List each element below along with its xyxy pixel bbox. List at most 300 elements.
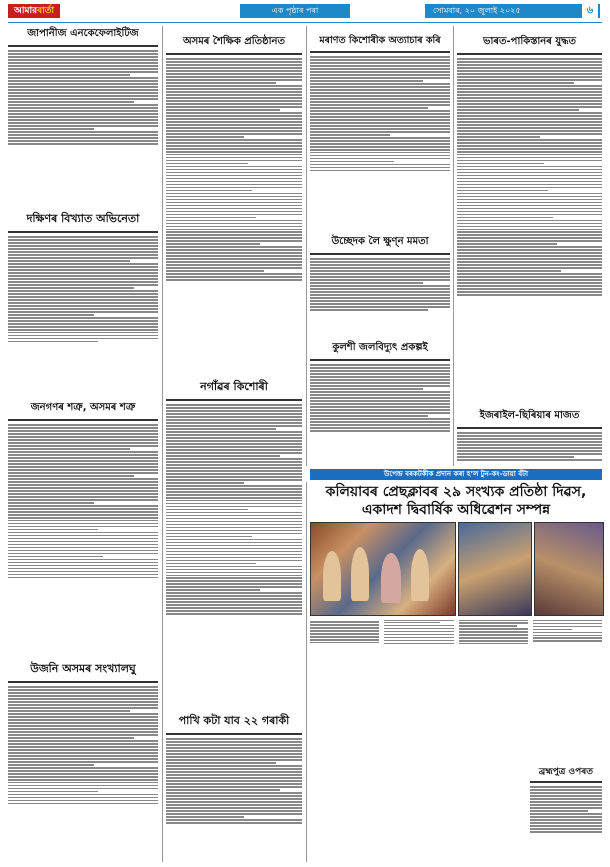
text-line bbox=[310, 158, 450, 160]
text-line bbox=[310, 143, 450, 145]
text-line bbox=[8, 430, 158, 432]
text-line bbox=[166, 142, 302, 144]
text-line bbox=[8, 728, 158, 730]
article-headline: দক্ষিণৰ বিখ্যাত অভিনেতা bbox=[26, 212, 140, 225]
text-line bbox=[457, 276, 602, 278]
text-line bbox=[8, 251, 158, 253]
text-line bbox=[166, 258, 302, 260]
text-line bbox=[310, 270, 450, 272]
text-line bbox=[166, 786, 302, 788]
logo-main: আমার bbox=[14, 6, 38, 16]
text-line bbox=[8, 125, 158, 127]
text-line bbox=[384, 640, 453, 642]
text-line bbox=[457, 220, 602, 222]
headline-rule bbox=[310, 253, 450, 255]
text-line bbox=[166, 506, 302, 508]
text-line bbox=[166, 542, 302, 544]
text-line bbox=[457, 64, 602, 66]
text-line bbox=[457, 205, 602, 207]
text-line bbox=[457, 432, 602, 434]
text-line bbox=[166, 270, 264, 272]
text-line bbox=[8, 335, 158, 337]
article-body bbox=[166, 57, 302, 387]
text-line bbox=[457, 145, 602, 147]
text-line bbox=[8, 436, 158, 438]
text-line bbox=[457, 121, 602, 123]
article-body bbox=[310, 363, 450, 467]
column-divider bbox=[306, 26, 307, 466]
masthead bbox=[0, 0, 610, 22]
text-line bbox=[166, 217, 256, 219]
text-line bbox=[166, 810, 302, 812]
text-line bbox=[457, 139, 602, 141]
article-headline: ভাৰত-পাকিস্তানৰ যুদ্ধত bbox=[483, 36, 576, 47]
text-line bbox=[166, 512, 302, 514]
text-line bbox=[166, 577, 302, 579]
text-line bbox=[8, 770, 158, 772]
article-brahmaputra bbox=[530, 764, 602, 859]
text-line bbox=[457, 288, 602, 290]
text-line bbox=[8, 758, 158, 760]
text-line bbox=[310, 364, 450, 366]
text-line bbox=[166, 595, 302, 597]
text-line bbox=[310, 276, 450, 278]
text-line bbox=[8, 478, 158, 480]
text-line bbox=[166, 518, 302, 520]
text-line bbox=[457, 279, 602, 281]
text-line bbox=[8, 119, 158, 121]
text-line bbox=[166, 85, 302, 87]
text-line bbox=[310, 373, 450, 375]
text-line bbox=[166, 249, 302, 251]
text-line bbox=[166, 276, 302, 278]
text-line bbox=[166, 455, 280, 457]
text-line bbox=[166, 580, 302, 582]
column-divider bbox=[306, 482, 307, 862]
text-line bbox=[310, 170, 450, 172]
text-line bbox=[530, 804, 602, 806]
text-line bbox=[8, 487, 158, 489]
text-line bbox=[530, 798, 602, 800]
text-line bbox=[457, 91, 602, 93]
text-line bbox=[457, 240, 602, 242]
text-line bbox=[457, 133, 602, 135]
text-line bbox=[8, 698, 158, 700]
text-line bbox=[8, 466, 158, 468]
text-line bbox=[166, 819, 302, 821]
text-line bbox=[457, 208, 602, 210]
article-je bbox=[8, 26, 158, 191]
text-line bbox=[457, 199, 602, 201]
headline-rule bbox=[457, 427, 602, 429]
text-line bbox=[8, 689, 158, 691]
text-line bbox=[8, 131, 158, 133]
text-line bbox=[166, 118, 302, 120]
text-line bbox=[310, 391, 450, 393]
text-line bbox=[8, 499, 158, 501]
date-bar bbox=[425, 4, 600, 18]
text-line bbox=[8, 248, 158, 250]
text-line bbox=[8, 505, 158, 507]
text-line bbox=[310, 261, 450, 263]
text-line bbox=[166, 261, 302, 263]
text-line bbox=[310, 412, 450, 414]
page-number: ৬ bbox=[582, 4, 598, 18]
text-line bbox=[530, 795, 602, 797]
text-line bbox=[8, 296, 158, 298]
text-line bbox=[166, 184, 302, 186]
text-line bbox=[457, 237, 602, 239]
text-line bbox=[8, 791, 98, 793]
banner-strip: উপেন্দ্ৰ বৰকটকীক প্ৰদান কৰা হ’ল টুন-কং-ডায়া বঁটা bbox=[310, 469, 602, 480]
text-line bbox=[8, 490, 158, 492]
text-line bbox=[457, 82, 574, 84]
text-line bbox=[166, 226, 302, 228]
text-line bbox=[310, 394, 450, 396]
text-line bbox=[166, 476, 302, 478]
text-line bbox=[457, 450, 602, 452]
text-line bbox=[310, 406, 450, 408]
text-line bbox=[457, 148, 602, 150]
article-mamata bbox=[310, 234, 450, 339]
text-line bbox=[166, 407, 302, 409]
article-body bbox=[457, 57, 602, 413]
text-line bbox=[8, 511, 158, 513]
text-line bbox=[530, 828, 602, 830]
article-headline: অসমৰ শৈক্ষিক প্ৰতিষ্ঠানত bbox=[182, 36, 286, 47]
text-line bbox=[166, 109, 280, 111]
text-line bbox=[8, 266, 158, 268]
text-line bbox=[166, 560, 302, 562]
text-line bbox=[457, 282, 602, 284]
text-line bbox=[533, 626, 602, 628]
text-line bbox=[166, 536, 252, 538]
text-line bbox=[457, 169, 602, 171]
column-divider bbox=[453, 26, 454, 466]
text-line bbox=[166, 500, 302, 502]
text-line bbox=[8, 110, 158, 112]
photo-person bbox=[411, 549, 429, 601]
text-line bbox=[530, 825, 602, 827]
text-line bbox=[8, 463, 158, 465]
headline-rule bbox=[530, 781, 602, 783]
text-line bbox=[8, 287, 134, 289]
text-line bbox=[166, 193, 302, 195]
text-line bbox=[8, 767, 158, 769]
text-line bbox=[166, 488, 302, 490]
text-line bbox=[8, 800, 158, 802]
text-line bbox=[166, 509, 248, 511]
text-line bbox=[166, 548, 302, 550]
text-line bbox=[166, 82, 276, 84]
text-line bbox=[166, 467, 302, 469]
text-line bbox=[166, 798, 302, 800]
text-line bbox=[457, 154, 602, 156]
text-line bbox=[166, 515, 302, 517]
text-line bbox=[166, 202, 302, 204]
text-line bbox=[166, 70, 302, 72]
text-line bbox=[8, 571, 158, 573]
text-line bbox=[457, 190, 548, 192]
text-line bbox=[8, 535, 158, 537]
text-line bbox=[457, 447, 602, 449]
headline-rule bbox=[166, 733, 302, 735]
text-line bbox=[457, 226, 602, 228]
article-body bbox=[310, 257, 450, 339]
text-line bbox=[310, 273, 450, 275]
text-line bbox=[310, 627, 379, 629]
text-line bbox=[457, 163, 544, 165]
text-line bbox=[8, 475, 134, 477]
article-headline: ইজৰাইল-ছিৰিয়াৰ মাজত bbox=[479, 410, 580, 421]
text-line bbox=[166, 112, 302, 114]
text-line bbox=[8, 550, 158, 552]
text-line bbox=[8, 568, 158, 570]
text-line bbox=[8, 326, 158, 328]
article-education bbox=[166, 34, 302, 387]
text-line bbox=[166, 154, 302, 156]
text-line bbox=[8, 803, 158, 805]
text-line bbox=[166, 231, 302, 233]
text-line bbox=[166, 592, 302, 594]
text-line bbox=[310, 382, 450, 384]
text-line bbox=[457, 130, 602, 132]
text-line bbox=[166, 58, 302, 60]
text-line bbox=[166, 816, 244, 818]
text-line bbox=[8, 98, 158, 100]
text-line bbox=[310, 152, 450, 154]
text-line bbox=[166, 205, 302, 207]
text-line bbox=[166, 768, 302, 770]
text-line bbox=[8, 538, 158, 540]
text-line bbox=[166, 464, 302, 466]
text-line bbox=[310, 65, 450, 67]
article-headline: জাপানীজ এনকেফেলাইটিজ bbox=[27, 28, 139, 39]
text-line bbox=[530, 801, 602, 803]
text-line bbox=[457, 438, 602, 440]
text-line bbox=[166, 762, 276, 764]
text-line bbox=[166, 434, 302, 436]
text-line bbox=[457, 255, 602, 257]
text-line bbox=[166, 103, 302, 105]
text-line bbox=[8, 442, 158, 444]
text-line bbox=[8, 737, 134, 739]
text-line bbox=[8, 493, 158, 495]
text-line bbox=[457, 142, 602, 144]
text-line bbox=[310, 59, 450, 61]
text-line bbox=[310, 633, 379, 635]
article-minority bbox=[8, 660, 158, 865]
text-line bbox=[310, 68, 450, 70]
text-line bbox=[8, 451, 158, 453]
article-kulsi bbox=[310, 340, 450, 467]
text-line bbox=[8, 269, 158, 271]
text-line bbox=[166, 220, 302, 222]
text-line bbox=[310, 424, 450, 426]
text-line bbox=[310, 74, 450, 76]
text-line bbox=[166, 440, 302, 442]
text-line bbox=[8, 719, 158, 721]
text-line bbox=[457, 85, 602, 87]
text-line bbox=[166, 243, 260, 245]
text-line bbox=[457, 160, 602, 162]
text-line bbox=[8, 275, 158, 277]
text-line bbox=[530, 792, 602, 794]
text-line bbox=[8, 242, 158, 244]
text-line bbox=[8, 68, 158, 70]
text-line bbox=[166, 551, 302, 553]
event-photo bbox=[534, 522, 604, 616]
text-line bbox=[166, 601, 302, 603]
text-line bbox=[457, 127, 602, 129]
text-line bbox=[310, 297, 450, 299]
text-line bbox=[166, 172, 302, 174]
text-line bbox=[457, 61, 602, 63]
text-line bbox=[166, 774, 302, 776]
text-line bbox=[166, 771, 302, 773]
text-line bbox=[8, 107, 158, 109]
text-line bbox=[384, 625, 453, 627]
text-line bbox=[8, 761, 158, 763]
text-line bbox=[533, 632, 602, 634]
text-line bbox=[166, 100, 302, 102]
text-line bbox=[310, 282, 423, 284]
article-israel-syria bbox=[457, 408, 602, 477]
text-line bbox=[533, 623, 602, 625]
text-line bbox=[8, 547, 158, 549]
event-photo bbox=[458, 522, 532, 616]
text-line bbox=[8, 496, 158, 498]
article-headline: উচ্ছেদক লৈ ক্ষুণ্ন মমতা bbox=[331, 236, 429, 247]
text-line bbox=[166, 166, 302, 168]
text-line bbox=[457, 88, 602, 90]
text-line bbox=[166, 452, 302, 454]
text-line bbox=[533, 640, 602, 642]
text-line bbox=[166, 530, 302, 532]
text-line bbox=[457, 58, 602, 60]
text-line bbox=[457, 166, 602, 168]
text-line bbox=[166, 413, 302, 415]
text-line bbox=[310, 376, 450, 378]
text-line bbox=[457, 456, 574, 458]
text-line bbox=[166, 607, 302, 609]
text-line bbox=[166, 563, 256, 565]
text-line bbox=[166, 178, 302, 180]
article-body bbox=[8, 685, 158, 865]
article-body bbox=[166, 737, 302, 867]
text-line bbox=[8, 445, 158, 447]
text-line bbox=[310, 89, 450, 91]
text-line bbox=[166, 789, 280, 791]
text-line bbox=[166, 163, 248, 165]
text-line bbox=[8, 704, 158, 706]
text-line bbox=[166, 795, 302, 797]
text-line bbox=[166, 273, 302, 275]
text-line bbox=[457, 97, 602, 99]
text-line bbox=[166, 151, 302, 153]
text-line bbox=[384, 622, 440, 624]
text-line bbox=[166, 741, 302, 743]
text-line bbox=[166, 813, 302, 815]
text-line bbox=[8, 457, 158, 459]
text-line bbox=[166, 586, 302, 588]
main-story-body bbox=[310, 620, 602, 760]
text-line bbox=[8, 86, 158, 88]
text-line bbox=[533, 635, 602, 637]
text-line bbox=[8, 116, 158, 118]
text-line bbox=[457, 124, 602, 126]
text-line bbox=[8, 338, 158, 340]
text-line bbox=[8, 65, 158, 67]
text-line bbox=[310, 264, 450, 266]
text-line bbox=[166, 613, 302, 615]
text-line bbox=[166, 458, 302, 460]
text-line bbox=[166, 437, 302, 439]
text-line bbox=[457, 112, 602, 114]
article-body bbox=[530, 785, 602, 859]
text-line bbox=[457, 178, 602, 180]
text-line bbox=[166, 115, 302, 117]
text-line bbox=[8, 776, 158, 778]
text-line bbox=[166, 503, 302, 505]
text-line bbox=[457, 181, 602, 183]
text-line bbox=[310, 134, 390, 136]
text-line bbox=[8, 532, 158, 534]
text-line bbox=[457, 172, 602, 174]
text-line bbox=[166, 491, 302, 493]
text-line bbox=[8, 502, 94, 504]
text-line bbox=[8, 731, 158, 733]
text-line bbox=[8, 290, 158, 292]
headline-rule bbox=[8, 231, 158, 233]
text-line bbox=[8, 62, 158, 64]
text-line bbox=[310, 104, 450, 106]
article-nagaon-girl bbox=[166, 378, 302, 719]
text-line bbox=[166, 777, 302, 779]
text-line bbox=[310, 56, 450, 58]
text-line bbox=[310, 125, 450, 127]
headline-rule bbox=[8, 419, 158, 421]
text-line bbox=[530, 810, 588, 812]
article-enemy bbox=[8, 400, 158, 655]
text-line bbox=[310, 258, 450, 260]
article-headline: নগাঁৱৰ কিশোৰী bbox=[200, 380, 268, 393]
text-line bbox=[310, 306, 450, 308]
text-line bbox=[8, 53, 158, 55]
text-line bbox=[530, 789, 602, 791]
article-actor bbox=[8, 210, 158, 397]
text-line bbox=[166, 446, 302, 448]
text-line bbox=[457, 261, 602, 263]
text-line bbox=[310, 110, 450, 112]
text-line bbox=[310, 131, 450, 133]
text-line bbox=[166, 237, 302, 239]
text-line bbox=[310, 128, 450, 130]
text-line bbox=[166, 572, 302, 574]
text-line bbox=[457, 100, 602, 102]
text-line bbox=[310, 279, 450, 281]
text-line bbox=[8, 236, 158, 238]
text-line bbox=[457, 214, 602, 216]
text-line bbox=[8, 59, 158, 61]
article-indo-pak bbox=[457, 34, 602, 413]
text-line bbox=[457, 231, 602, 233]
text-line bbox=[459, 637, 528, 639]
event-photo bbox=[310, 522, 456, 616]
text-line bbox=[166, 196, 302, 198]
text-line bbox=[166, 533, 302, 535]
text-line bbox=[310, 161, 394, 163]
